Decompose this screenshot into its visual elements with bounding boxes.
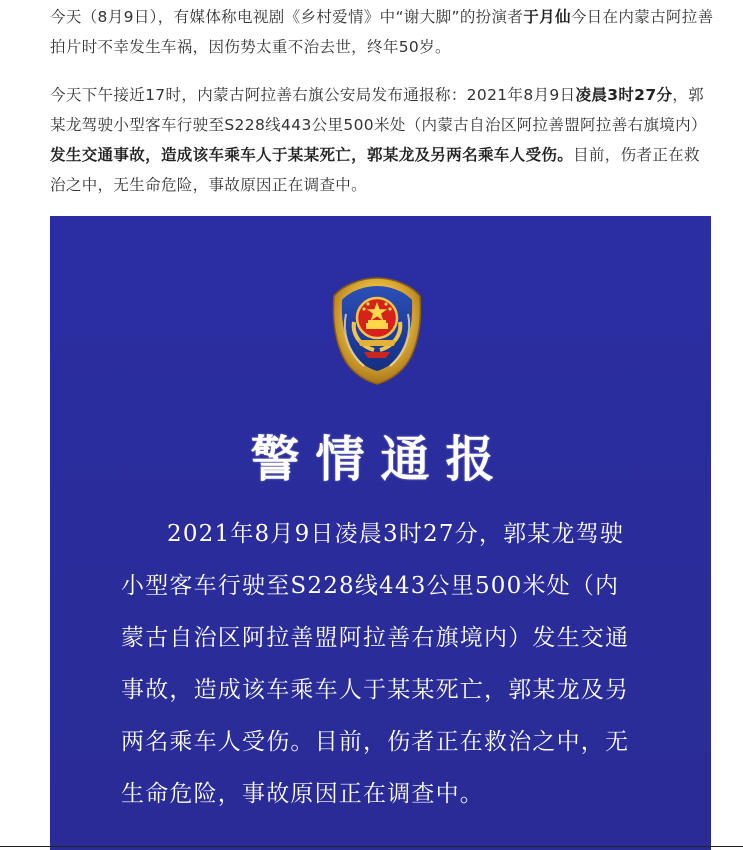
p2-bold-accident: 发生交通事故，造成该车乘车人于某某死亡，郭某龙及另两名乘车人受伤。 (50, 146, 574, 164)
bottom-divider (0, 846, 743, 847)
p1-text-1: 今天（8月9日），有媒体称电视剧《乡村爱情》中“谢大脚”的扮演者 (50, 8, 524, 26)
article-paragraph-1 (50, 2, 715, 62)
notice-title: 警情通报 (250, 431, 511, 488)
police-notice-image (50, 216, 711, 850)
notice-body-text: 2021年8月9日凌晨3时27分，郭某龙驾驶小型客车行驶至S228线443公里500米处（内蒙古自治区阿拉善盟阿拉善右旗境内）发生交通事故，造成该车乘车人于某某死亡，郭某龙及另两名乘车人受伤。目前，伤者正在救治之中，无生命危险，事故原因正在调查中。 (121, 521, 630, 807)
p2-bold-time: 凌晨3时27分 (575, 86, 673, 104)
p2-text-2: ，郭某龙驾驶小型客车行驶至S228线443公里500米处（内蒙古自治区阿拉善盟阿拉善右旗境内） (50, 86, 707, 134)
p2-text-1: 今天下午接近17时，内蒙古阿拉善右旗公安局发布通报称：2021年8月9日 (50, 86, 576, 104)
article-paragraph-2 (50, 80, 715, 200)
police-emblem-icon (324, 274, 430, 386)
p1-bold-name: 于月仙 (523, 8, 571, 26)
p2-text-3: 目前，伤者正在救治之中，无生命危险，事故原因正在调查中。 (50, 146, 700, 194)
p1-text-2: 今日在内蒙古阿拉善拍片时不幸发生车祸，因伤势太重不治去世，终年50岁。 (50, 8, 714, 56)
